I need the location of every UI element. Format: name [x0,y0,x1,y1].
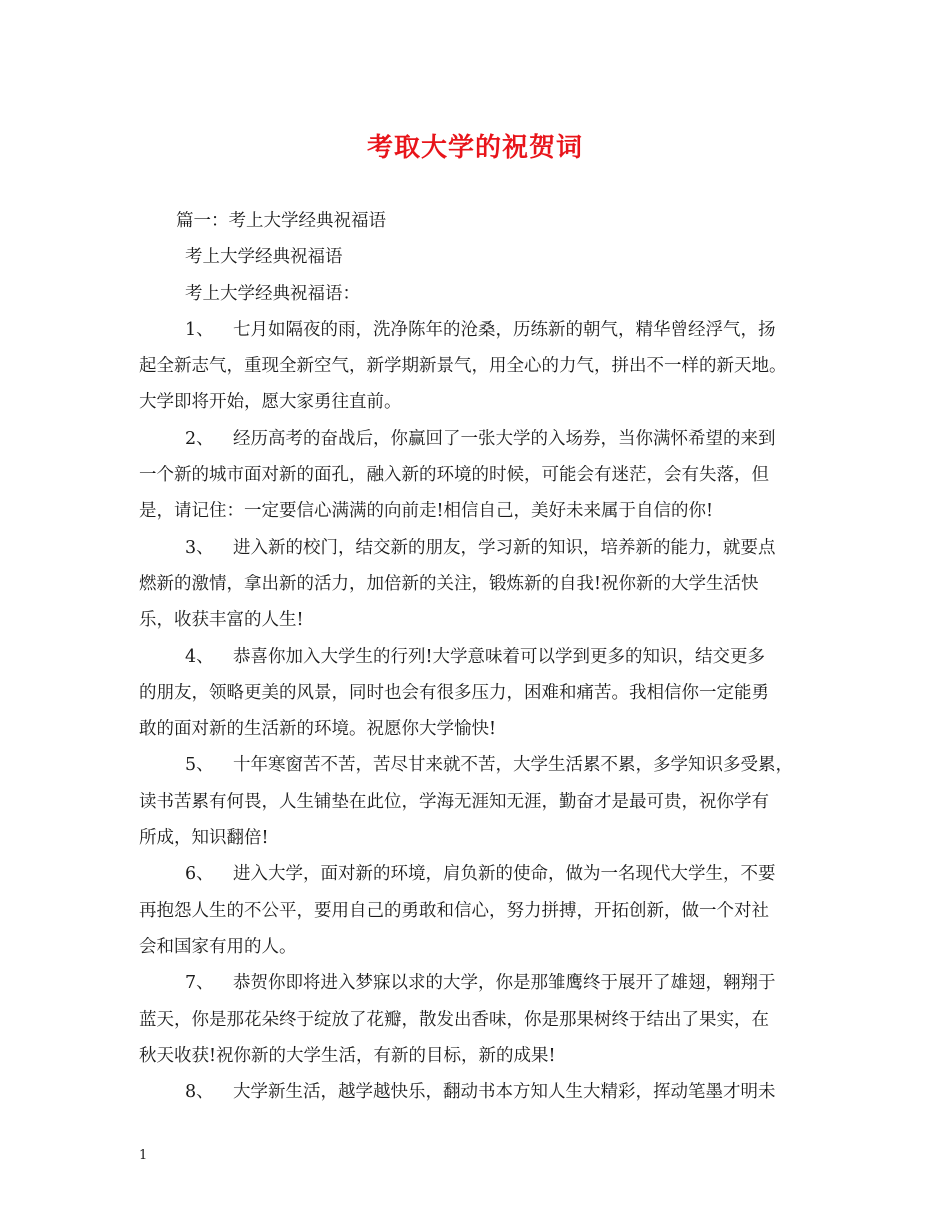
subheading: 考上大学经典祝福语 [185,247,343,268]
item-text: 一个新的城市面对新的面孔，融入新的环境的时候，可能会有迷茫，会有失落，但 [139,465,769,486]
list-item [139,856,819,965]
item-text: 七月如隔夜的雨，洗净陈年的沧桑，历练新的朝气，精华曾经浮气，扬 [233,319,776,340]
item-number: 7、 [185,973,214,994]
list-item-first-line [139,639,819,675]
item-text: 蓝天，你是那花朵终于绽放了花瓣，散发出香味，你是那果树终于结出了果实，在 [139,1009,769,1030]
item-text: 恭贺你即将进入梦寐以求的大学，你是那雏鹰终于展开了雄翅，翱翔于 [233,973,776,994]
list-item-first-line [139,856,819,892]
list-item [139,747,819,856]
page-number: 1 [139,1148,148,1163]
item-text: 大学即将开始，愿大家勇往直前。 [139,392,402,413]
item-text: 大学新生活，越学越快乐，翻动书本方知人生大精彩，挥动笔墨才明未 [233,1082,776,1103]
item-text: 起全新志气，重现全新空气，新学期新景气，用全心的力气，拼出不一样的新天地。 [139,356,787,377]
item-number: 4、 [185,646,214,667]
item-text: 敢的面对新的生活新的环境。祝愿你大学愉快! [139,719,497,740]
document-body [139,203,819,1110]
item-text: 秋天收获!祝你新的大学生活，有新的目标，新的成果! [139,1045,556,1066]
item-text: 经历高考的奋战后，你赢回了一张大学的入场券，当你满怀希望的来到 [233,428,776,449]
list-item [139,965,819,1074]
item-number: 3、 [185,537,214,558]
list-item-first-line [139,747,819,783]
item-text: 会和国家有用的人。 [139,936,297,957]
list-item [139,530,819,639]
item-number: 2、 [185,428,214,449]
item-number: 5、 [185,755,214,776]
list-item [139,639,819,748]
item-number: 1、 [185,319,214,340]
item-text: 读书苦累有何畏，人生铺垫在此位，学海无涯知无涯，勤奋才是最可贵，祝你学有 [139,791,769,812]
item-text: 进入大学，面对新的环境，肩负新的使命，做为一名现代大学生，不要 [233,864,776,885]
list-item-first-line [139,421,819,457]
list-item [139,1074,819,1110]
list-item-first-line [139,312,819,348]
item-text: 的朋友，领略更美的风景，同时也会有很多压力，困难和痛苦。我相信你一定能勇 [139,682,769,703]
list-item-first-line [139,965,819,1001]
item-text: 进入新的校门，结交新的朋友，学习新的知识，培养新的能力，就要点 [233,537,776,558]
item-number: 8、 [185,1082,214,1103]
item-text: 十年寒窗苦不苦，苦尽甘来就不苦，大学生活累不累，多学知识多受累， [233,755,793,776]
list-item [139,421,819,530]
list-item [139,312,819,421]
item-text: 是，请记住：一定要信心满满的向前走!相信自己，美好未来属于自信的你! [139,501,714,522]
subheading: 考上大学经典祝福语： [185,283,360,304]
item-text: 恭喜你加入大学生的行列!大学意味着可以学到更多的知识，结交更多 [233,646,766,667]
item-text: 乐，收获丰富的人生! [139,610,304,631]
item-number: 6、 [185,864,214,885]
list-item-first-line [139,530,819,566]
item-text: 所成，知识翻倍! [139,828,269,849]
document-title: 考取大学的祝贺词 [366,133,583,163]
list-item-first-line [139,1074,819,1110]
item-text: 燃新的激情，拿出新的活力，加倍新的关注，锻炼新的自我!祝你新的大学生活快 [139,573,759,594]
section-heading: 篇一：考上大学经典祝福语 [176,211,386,231]
item-text: 再抱怨人生的不公平，要用自己的勇敢和信心，努力拼搏，开拓创新，做一个对社 [139,900,769,921]
